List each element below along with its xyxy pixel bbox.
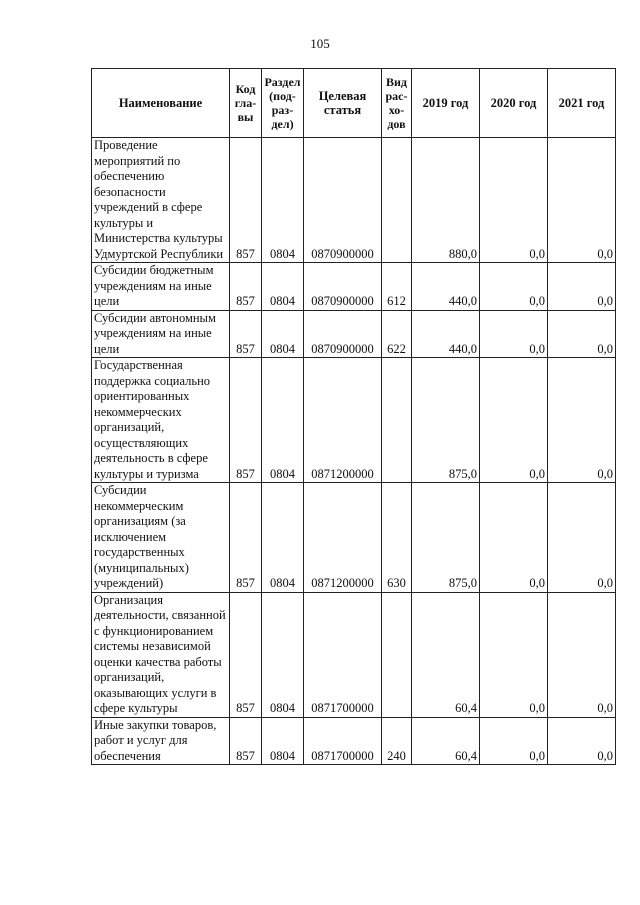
row-code: 857 xyxy=(230,592,262,717)
table-row xyxy=(92,138,616,263)
row-code: 857 xyxy=(230,717,262,765)
row-2021: 0,0 xyxy=(548,358,616,483)
header-expense-type: Вид рас- хо- дов xyxy=(382,69,412,138)
row-code: 857 xyxy=(230,310,262,358)
row-2019: 875,0 xyxy=(412,483,480,593)
row-name: Субсидии бюджетным учреждениям на иные цели xyxy=(92,263,230,311)
row-2019: 440,0 xyxy=(412,310,480,358)
table-row xyxy=(92,483,616,593)
row-name: Государственная поддержка социально ориентированных некоммерческих организаций, осуществляющих деятельность в сфере культуры и туризма xyxy=(92,358,230,483)
header-2021: 2021 год xyxy=(548,69,616,138)
row-2020: 0,0 xyxy=(480,717,548,765)
table-header-row xyxy=(92,69,616,138)
row-expense-type xyxy=(382,592,412,717)
row-section: 0804 xyxy=(262,717,304,765)
row-2020: 0,0 xyxy=(480,263,548,311)
row-2019: 875,0 xyxy=(412,358,480,483)
row-2020: 0,0 xyxy=(480,138,548,263)
header-2020: 2020 год xyxy=(480,69,548,138)
table-row xyxy=(92,592,616,717)
row-2019: 880,0 xyxy=(412,138,480,263)
row-2019: 60,4 xyxy=(412,592,480,717)
row-expense-type: 612 xyxy=(382,263,412,311)
row-2020: 0,0 xyxy=(480,592,548,717)
header-2019: 2019 год xyxy=(412,69,480,138)
row-expense-type: 240 xyxy=(382,717,412,765)
row-section: 0804 xyxy=(262,358,304,483)
header-code: Код гла- вы xyxy=(230,69,262,138)
row-code: 857 xyxy=(230,483,262,593)
header-section: Раздел (под- раз- дел) xyxy=(262,69,304,138)
table-row xyxy=(92,358,616,483)
row-2021: 0,0 xyxy=(548,310,616,358)
row-2021: 0,0 xyxy=(548,592,616,717)
budget-table xyxy=(91,68,616,765)
row-article: 0871700000 xyxy=(304,717,382,765)
row-section: 0804 xyxy=(262,263,304,311)
row-name: Организация деятельности, связанной с функционированием системы независимой оценки качества работы организаций, оказывающих услуги в сфере культуры xyxy=(92,592,230,717)
row-expense-type: 630 xyxy=(382,483,412,593)
page-number: 105 xyxy=(310,36,330,51)
row-expense-type: 622 xyxy=(382,310,412,358)
row-article: 0870900000 xyxy=(304,138,382,263)
table-row xyxy=(92,717,616,765)
header-name: Наименование xyxy=(92,69,230,138)
row-2021: 0,0 xyxy=(548,263,616,311)
row-2021: 0,0 xyxy=(548,717,616,765)
row-2019: 60,4 xyxy=(412,717,480,765)
row-article: 0871700000 xyxy=(304,592,382,717)
row-2019: 440,0 xyxy=(412,263,480,311)
row-section: 0804 xyxy=(262,138,304,263)
row-2020: 0,0 xyxy=(480,310,548,358)
table-row xyxy=(92,263,616,311)
row-name: Иные закупки товаров, работ и услуг для обеспечения xyxy=(92,717,230,765)
row-name: Субсидии некоммерческим организациям (за исключением государственных (муниципальных) учреждений) xyxy=(92,483,230,593)
row-article: 0870900000 xyxy=(304,310,382,358)
row-article: 0871200000 xyxy=(304,358,382,483)
row-expense-type xyxy=(382,358,412,483)
row-2021: 0,0 xyxy=(548,138,616,263)
row-section: 0804 xyxy=(262,592,304,717)
row-code: 857 xyxy=(230,138,262,263)
row-expense-type xyxy=(382,138,412,263)
row-code: 857 xyxy=(230,263,262,311)
row-2020: 0,0 xyxy=(480,483,548,593)
row-code: 857 xyxy=(230,358,262,483)
row-article: 0871200000 xyxy=(304,483,382,593)
row-2020: 0,0 xyxy=(480,358,548,483)
row-name: Субсидии автономным учреждениям на иные цели xyxy=(92,310,230,358)
row-section: 0804 xyxy=(262,483,304,593)
row-article: 0870900000 xyxy=(304,263,382,311)
row-name: Проведение мероприятий по обеспечению безопасности учреждений в сфере культуры и Министерства культуры Удмуртской Республики xyxy=(92,138,230,263)
row-2021: 0,0 xyxy=(548,483,616,593)
table-row xyxy=(92,310,616,358)
row-section: 0804 xyxy=(262,310,304,358)
header-article: Целевая статья xyxy=(304,69,382,138)
